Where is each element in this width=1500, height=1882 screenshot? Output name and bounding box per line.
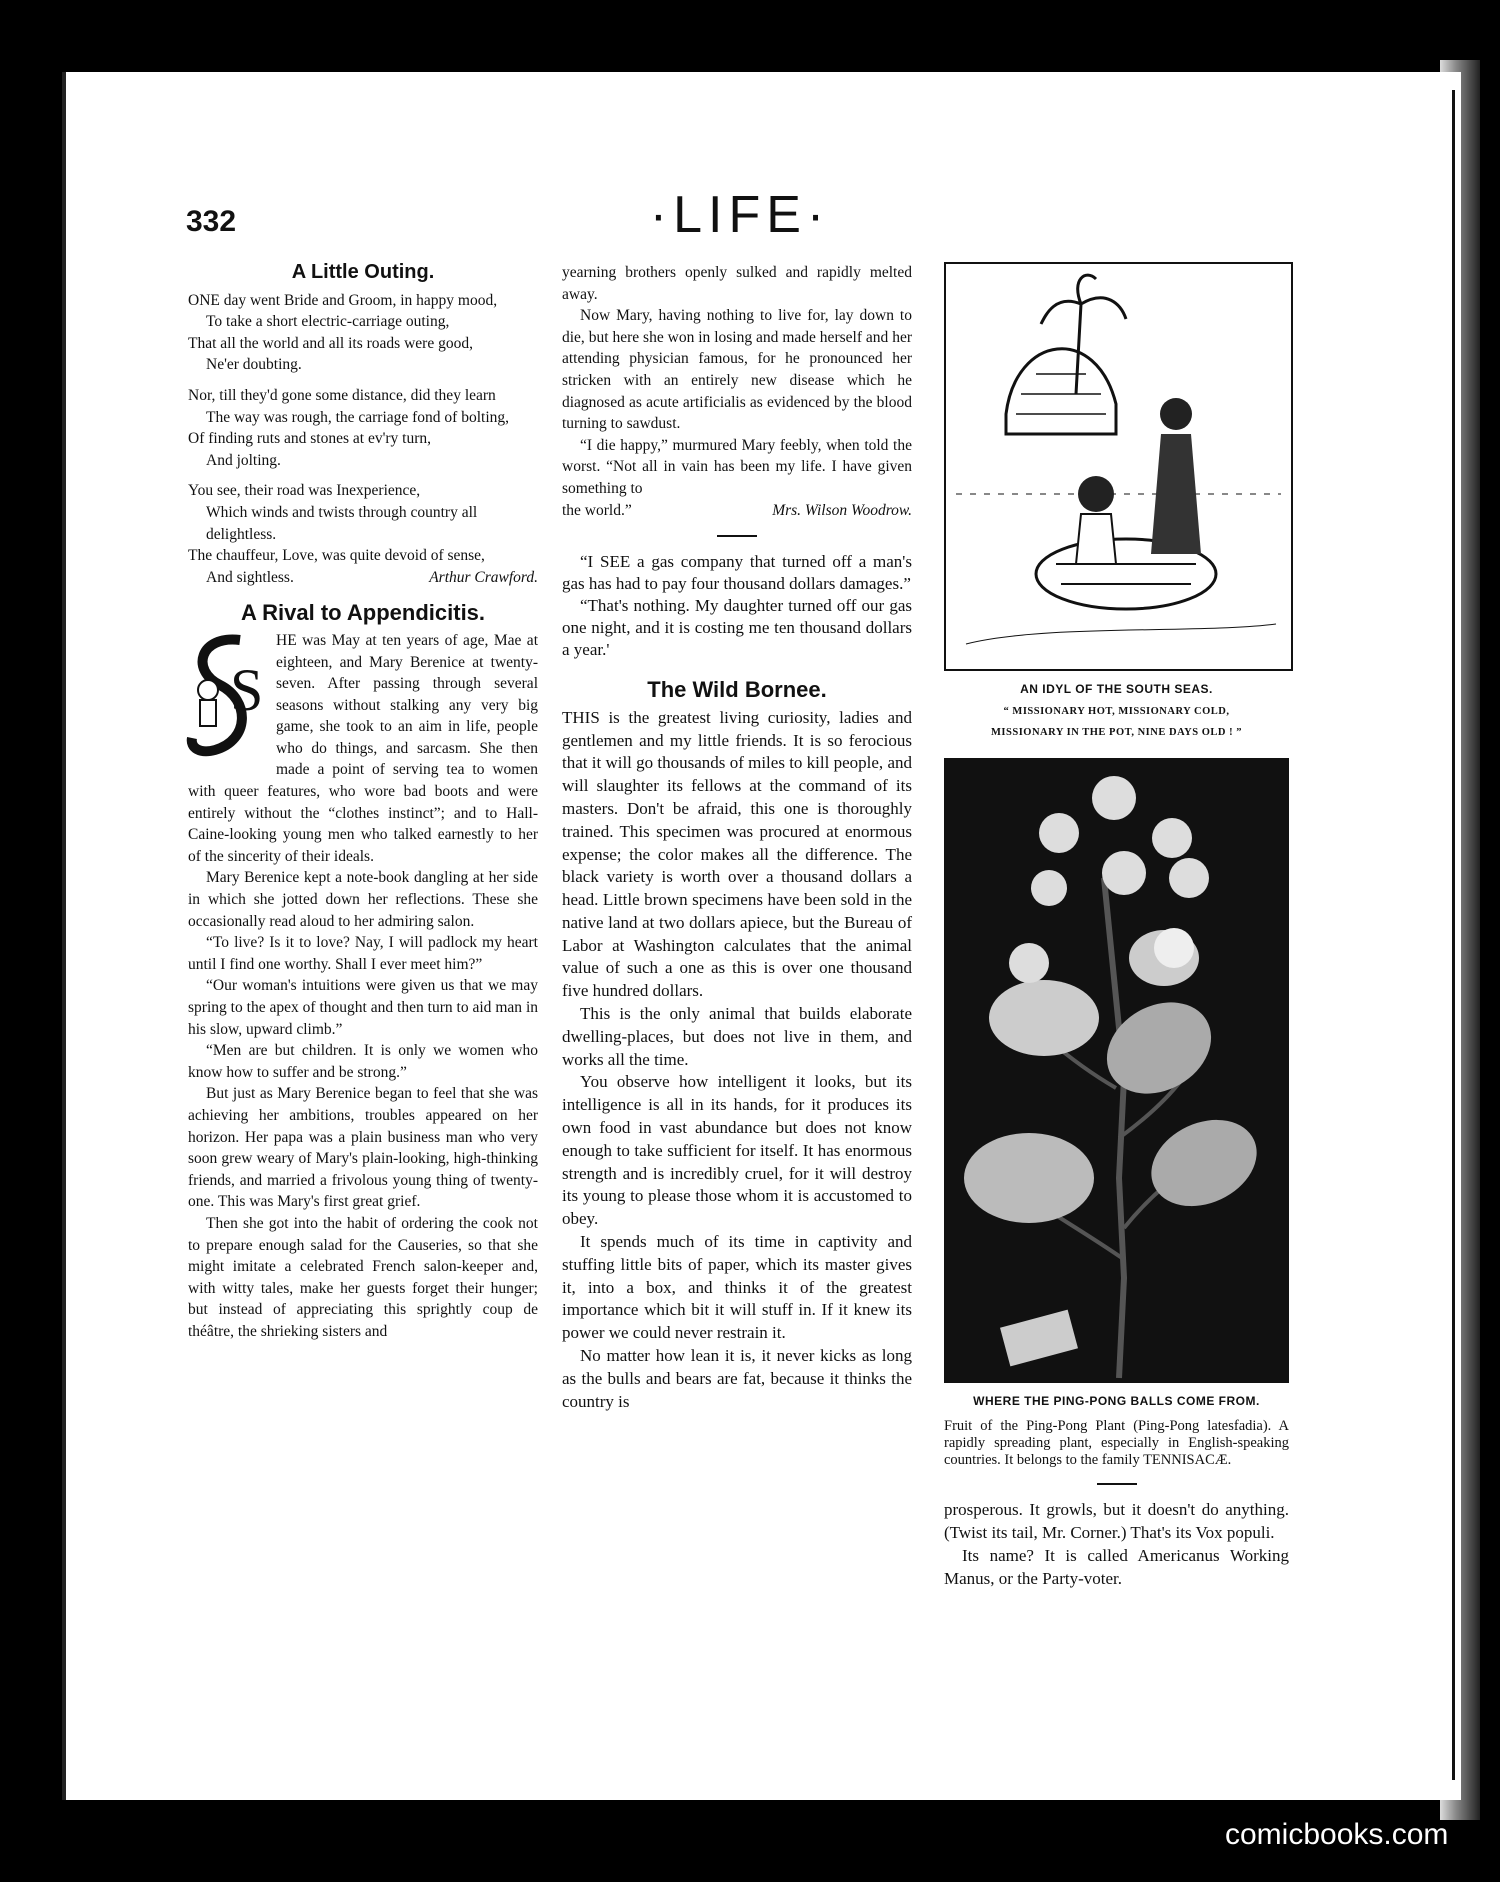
rival-article	[188, 630, 538, 1343]
masthead: ·LIFE·	[649, 186, 831, 244]
spine	[1452, 90, 1455, 1780]
poem-line: Which winds and twists through country all delightless.	[206, 503, 478, 543]
paragraph: “Men are but children. It is only we women who know how to suffer and be strong.”	[188, 1042, 538, 1081]
poem-line: That all the world and all its roads were good,	[188, 334, 473, 352]
paragraph: “To live? Is it to love? Nay, I will padlock my heart until I find one worthy. Shall I ever meet him?”	[188, 934, 538, 973]
paragraph: This is the only animal that builds elaborate dwelling-places, but does not live in them, and works all the time.	[562, 1004, 912, 1069]
paragraph: THIS is the greatest living curiosity, ladies and gentlemen and my little friends. It is so ferocious that it will go thousands of miles to kill people, and will slaughter its fellows at the command of its masters. Don't be afraid, this one is thoroughly trained. This specimen was procured at enormous expense; the color makes all the difference. The black variety is worth over a thousand dollars a head. Little brown specimens have been sold in the native land at two dollars apiece, but the Bureau of Labor at Washington calculates that the animal value of such a one as this is over one thousand five hundred dollars.	[562, 707, 912, 1001]
paragraph: HE was May at ten years of age, Mae at eighteen, and Mary Berenice at twenty-seven. After passing through several seasons without stalking any very big game, she took to an aim in life, people who do things, and sarcasm. She then made a point of serving tea to women with queer features, who wore bad boots and were entirely without the “clothes instinct”; and to Hall-Caine-looking young men who talked earnestly to her of the sincerity of their ideals.	[188, 631, 538, 865]
poem-line: Ne'er doubting.	[206, 356, 302, 374]
paragraph: Then she got into the habit of ordering the cook not to prepare enough salad for the Causeries, so that she might imitate a celebrated French salon-keeper and, with witty tales, make her guests forget their hunger; but instead of appreciating this sprightly coup de théâtre, the shrieking sisters and	[188, 1214, 538, 1340]
decorated-initial-illustration	[180, 630, 270, 760]
bornee-continued	[944, 1499, 1289, 1590]
page-number: 332	[186, 205, 237, 238]
outing-byline	[188, 567, 538, 589]
gas-paragraph: “That's nothing. My daughter turned off our gas one night, and it is costing me ten thousand dollars a year.'	[562, 596, 912, 660]
poem-line: And jolting.	[206, 451, 281, 469]
ping-pong-plant-drawing	[944, 758, 1289, 1383]
figure-1-subcaption: “ MISSIONARY HOT, MISSIONARY COLD,	[1003, 705, 1230, 717]
paragraph: You observe how intelligent it looks, but its intelligence is all in its hands, for it produces its own food in vast abundance but does not know enough to take sufficient for itself. It has enormous strength and is incredibly cruel, for it will destroy its young to please those whom it is accustomed to obey.	[562, 1072, 912, 1229]
divider	[1097, 1483, 1137, 1485]
paragraph: Now Mary, having nothing to live for, lay down to die, but here she won in losing and made herself and her attending physician famous, for he pronounced her stricken with an entirely new disease which he diagnosed as acute artificialis as evidenced by the blood turning to sawdust.	[562, 307, 912, 433]
divider	[717, 535, 757, 537]
column-2	[562, 262, 912, 1413]
paragraph: yearning brothers openly sulked and rapidly melted away.	[562, 264, 912, 303]
poem-line: The way was rough, the carriage fond of bolting,	[206, 408, 510, 426]
stanza-1	[188, 290, 538, 376]
paragraph: No matter how lean it is, it never kicks as long as the bulls and bears are fat, because it thinks the country is	[562, 1346, 912, 1411]
bornee-article	[562, 707, 912, 1414]
paragraph: Mary Berenice kept a note-book dangling at her side in which she jotted down her reflections. These she occasionally read aloud to her admiring salon.	[188, 869, 538, 930]
paragraph: prosperous. It growls, but it doesn't do anything. (Twist its tail, Mr. Corner.) That's its Vox populi.	[944, 1500, 1289, 1543]
poem-line: You see, their road was Inexperience,	[188, 482, 421, 500]
poem-line: Of finding ruts and stones at ev'ry turn,	[188, 430, 431, 448]
paragraph-end: the world.”	[562, 501, 632, 519]
bornee-title: The Wild Bornee.	[647, 677, 827, 703]
dropcap-letter: S	[230, 656, 264, 723]
rival-byline	[562, 500, 912, 522]
poem-line: Nor, till they'd gone some distance, did they learn	[188, 386, 496, 404]
poem-line: To take a short electric-carriage outing,	[206, 313, 450, 331]
cartoon-drawing	[946, 264, 1291, 669]
figure-1-subcaption: MISSIONARY IN THE POT, NINE DAYS OLD ! ”	[991, 727, 1242, 739]
stanza-2	[188, 385, 538, 471]
stanza-3	[188, 480, 538, 588]
watermark: comicbooks.com	[1225, 1818, 1449, 1851]
figure-2-caption: WHERE THE PING-PONG BALLS COME FROM.	[973, 1393, 1260, 1408]
paragraph: “Our woman's intuitions were given us that we may spring to the apex of thought and then turn to aid man in his slow, upward climb.”	[188, 977, 538, 1038]
rival-title: A Rival to Appendicitis.	[240, 600, 486, 626]
paragraph: “I die happy,” murmured Mary feebly, when told the worst. “Not all in vain has been my life. I have given something to	[562, 436, 912, 497]
poem-line: The chauffeur, Love, was quite devoid of sense,	[188, 547, 485, 565]
column-1	[188, 262, 538, 1343]
column-3	[944, 262, 1289, 1591]
gas-paragraph: “I SEE a gas company that turned off a man's gas has had to pay four thousand dollars damages.”	[562, 552, 912, 594]
poem-line: And sightless.	[206, 568, 294, 586]
outing-title: A Little Outing.	[291, 261, 435, 283]
outing-author: Arthur Crawford.	[429, 568, 538, 586]
figure-1-caption: AN IDYL OF THE SOUTH SEAS.	[1020, 682, 1213, 696]
figure-2-text: Fruit of the Ping-Pong Plant (Ping-Pong latesfadia). A rapidly spreading plant, especially in English-speaking countries. It belongs to the family TENNISACÆ.	[944, 1418, 1289, 1469]
paragraph: Its name? It is called Americanus Working Manus, or the Party-voter.	[944, 1545, 1289, 1588]
poem-line: ONE day went Bride and Groom, in happy mood,	[188, 291, 498, 309]
ping-pong-plant-photo	[944, 758, 1289, 1383]
rival-author: Mrs. Wilson Woodrow.	[772, 501, 912, 519]
south-seas-illustration	[944, 262, 1293, 671]
paragraph: It spends much of its time in captivity and stuffing little bits of paper, which its master gives it, into a box, and thinks it of the greatest importance which bit it will stuff in. If it knew its power we could never restrain it.	[562, 1232, 912, 1343]
paragraph: But just as Mary Berenice began to feel that she was achieving her ambitions, troubles appeared on her horizon. Her papa was a plain business man who very soon grew weary of Mary's plain-looking, high-thinking friends, and married a frivolous young thing of twenty-one. This was Mary's first great grief.	[188, 1085, 538, 1211]
